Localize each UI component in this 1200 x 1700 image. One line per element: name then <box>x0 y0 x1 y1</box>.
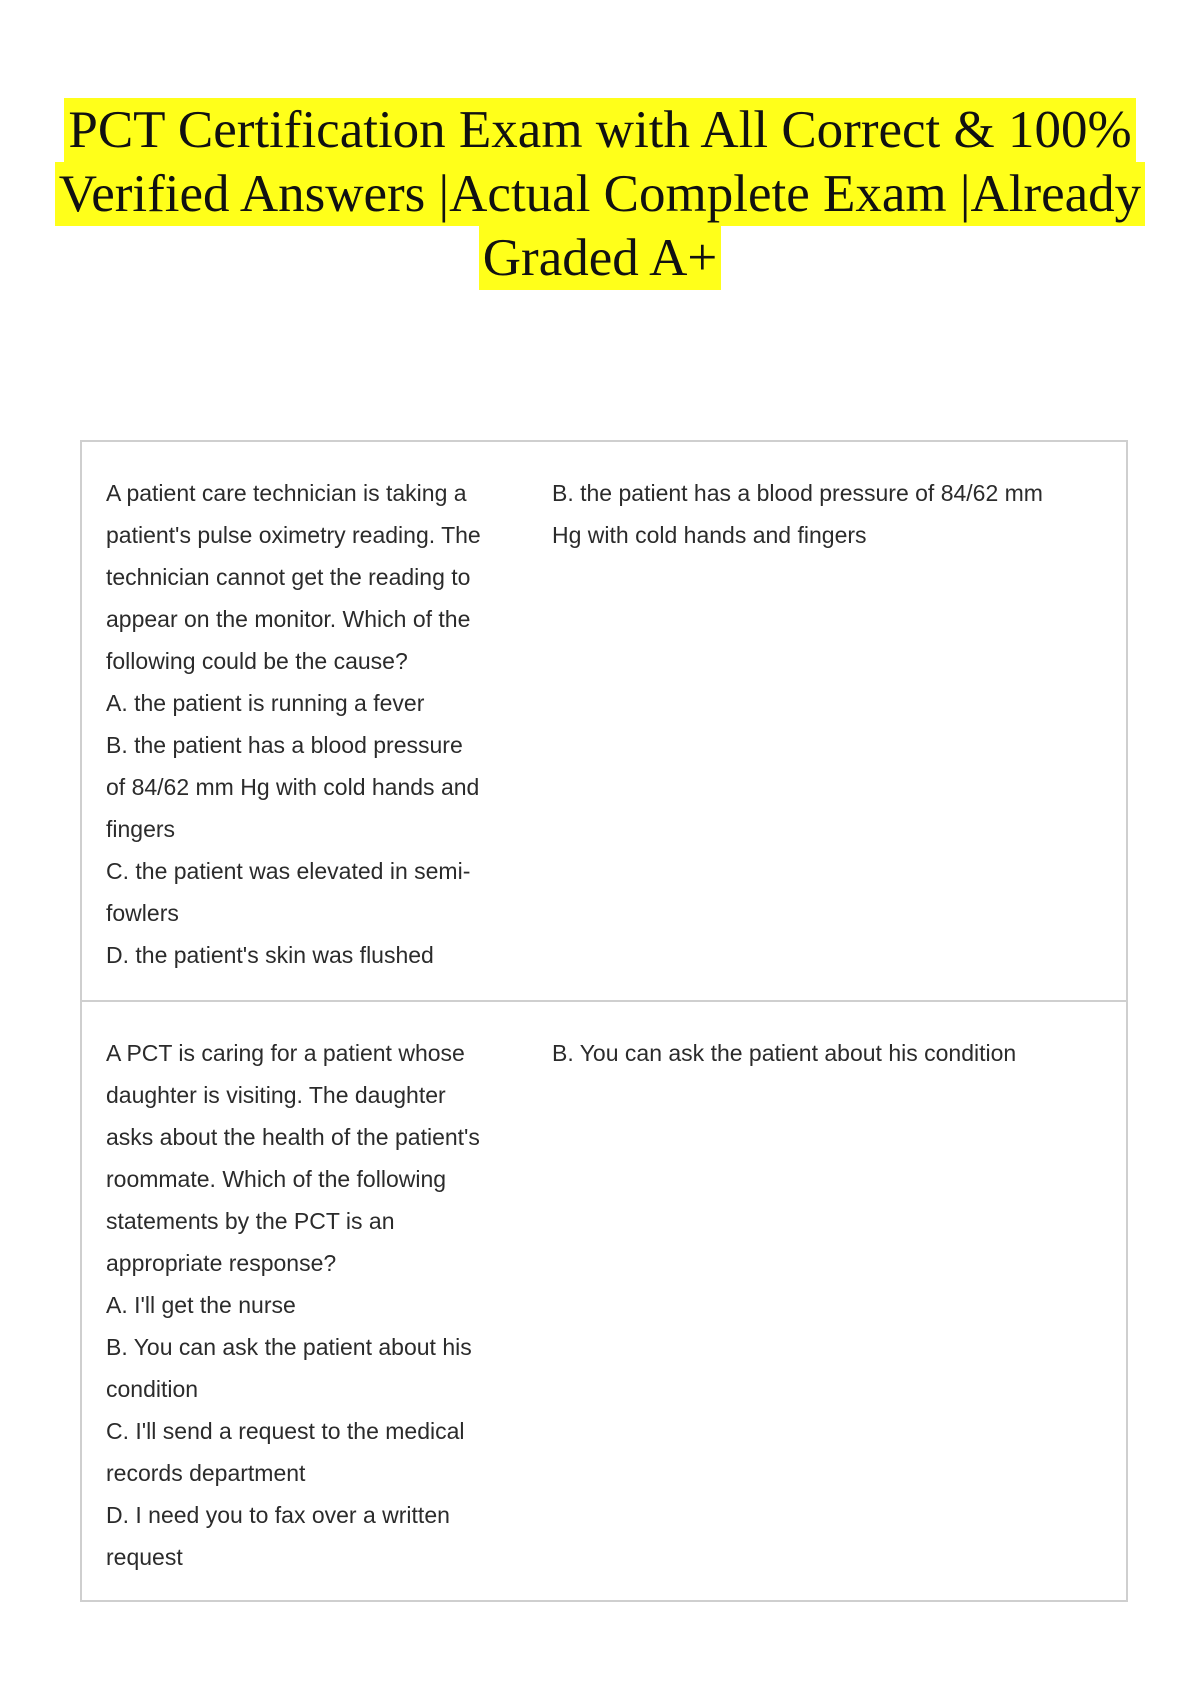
option-b: fingers <box>106 816 176 842</box>
question-text-line: asks about the health of the patient's <box>106 1124 480 1150</box>
option-a: A. the patient is running a fever <box>106 690 425 716</box>
option-c: records department <box>106 1460 306 1486</box>
title-line-3: Graded A+ <box>479 226 721 290</box>
question-cell <box>106 472 510 1000</box>
question-text-line: A patient care technician is taking a <box>106 480 467 506</box>
qa-table <box>80 440 1128 1602</box>
title-line-2: Verified Answers |Actual Complete Exam |Already <box>55 162 1145 226</box>
question-text-line: following could be the cause? <box>106 648 408 674</box>
option-d: D. the patient's skin was flushed <box>106 942 434 968</box>
answer-text-line: B. the patient has a blood pressure of 84/62 mm <box>552 480 1043 506</box>
option-d: request <box>106 1544 183 1570</box>
qa-row <box>82 442 1126 1000</box>
question-text-line: patient's pulse oximetry reading. The <box>106 522 481 548</box>
option-c: fowlers <box>106 900 179 926</box>
option-b: B. You can ask the patient about his <box>106 1334 472 1360</box>
question-text-line: appropriate response? <box>106 1250 337 1276</box>
question-text-line: statements by the PCT is an <box>106 1208 395 1234</box>
question-text-line: appear on the monitor. Which of the <box>106 606 471 632</box>
option-b: B. the patient has a blood pressure <box>106 732 463 758</box>
document-title <box>40 98 1160 290</box>
qa-row <box>82 1000 1126 1600</box>
question-text-line: A PCT is caring for a patient whose <box>106 1040 465 1066</box>
question-text-line: roommate. Which of the following <box>106 1166 447 1192</box>
option-d: D. I need you to fax over a written <box>106 1502 450 1528</box>
answer-text-line: B. You can ask the patient about his condition <box>552 1040 1017 1066</box>
answer-cell <box>552 472 1082 1000</box>
option-c: C. I'll send a request to the medical <box>106 1418 465 1444</box>
option-a: A. I'll get the nurse <box>106 1292 296 1318</box>
option-b: condition <box>106 1376 199 1402</box>
option-c: C. the patient was elevated in semi- <box>106 858 471 884</box>
question-cell <box>106 1032 510 1600</box>
option-b: of 84/62 mm Hg with cold hands and <box>106 774 480 800</box>
title-line-1: PCT Certification Exam with All Correct & 100% <box>64 98 1135 162</box>
question-text-line: daughter is visiting. The daughter <box>106 1082 446 1108</box>
answer-text-line: Hg with cold hands and fingers <box>552 522 867 548</box>
answer-cell <box>552 1032 1082 1600</box>
question-text-line: technician cannot get the reading to <box>106 564 471 590</box>
